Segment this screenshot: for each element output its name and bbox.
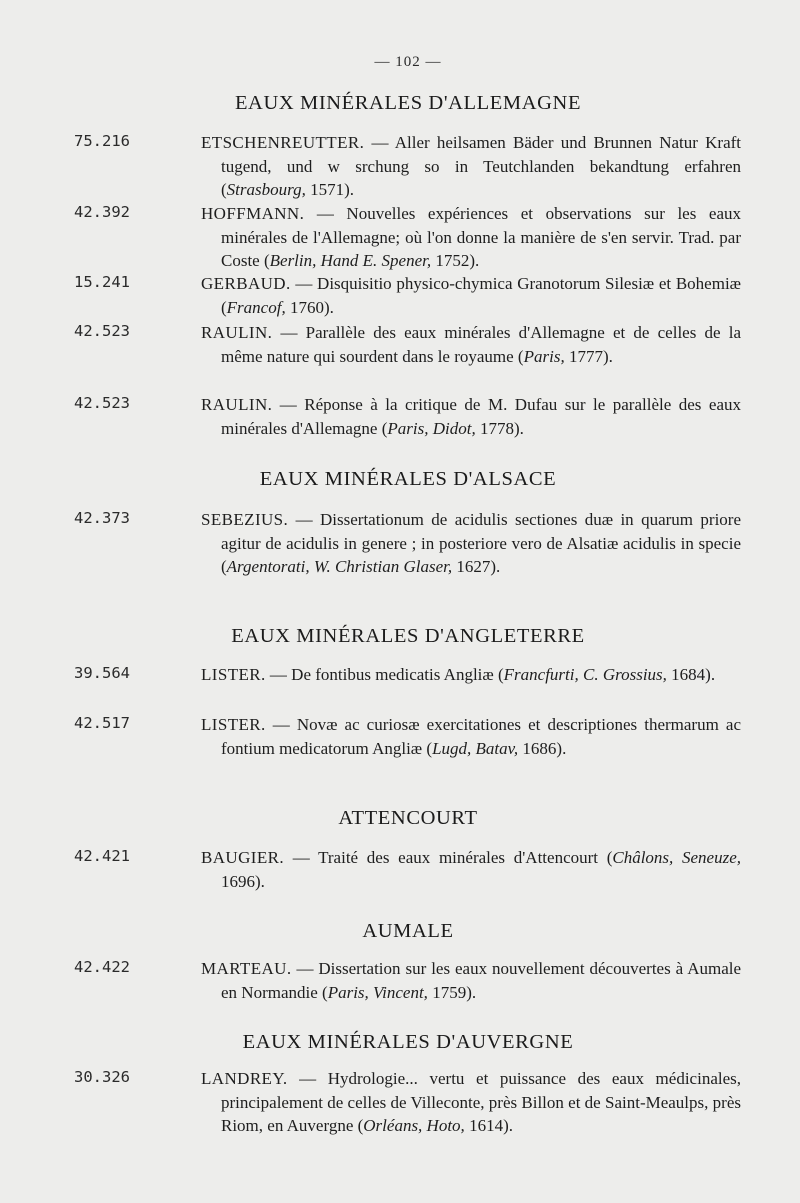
entry-title: — Nouvelles expériences et observations sur les eaux minérales de l'Allemagne; où l'on donne la manière de s'en servir. Trad. par Coste ( [221,204,741,270]
entry-text [181,131,741,202]
entry-text [181,1067,741,1138]
entry-place: Paris, Didot, [387,418,476,438]
catalog-number: 42.523 [74,322,130,340]
entry-author: GERBAUD. [201,274,291,293]
entry-place: Châlons, Seneuze, [612,848,742,867]
entry-text [181,508,741,579]
catalog-number: 42.373 [74,509,130,527]
entry-date: 1759). [427,982,477,1002]
entry-title: — Novæ ac curiosæ exercitationes et descriptiones thermarum ac fontium medicatorum Angliæ ( [221,715,741,758]
entry-date: 1696). [221,871,265,891]
entry-author: LISTER. [201,665,266,684]
entry-date: 1614). [464,1116,513,1135]
entry-author: ETSCHENREUTTER. [201,133,365,152]
entry-date: 1571). [305,180,355,199]
page-number: — 102 — [374,54,442,70]
entry-text [181,663,741,687]
entry-title: — Dissertationum de acidulis sectiones duæ in quarum priore agitur de acidulis in genere ; in posteriore vero de Alsatiæ acidulis in specie ( [221,510,741,576]
entry-place: Lugd, Batav, [432,738,519,758]
entry-text [181,846,741,893]
entry-title: — Disquisitio physico-chymica Granotorum Silesiæ et Bohemiæ ( [221,274,742,317]
section-title-alsace: EAUX MINÉRALES D'ALSACE [259,468,557,490]
entry-author: LISTER. [201,715,266,734]
entry-place: Francof, [226,297,286,317]
entry-text [181,202,741,273]
entry-place: Berlin, Hand E. Spener, [269,251,432,270]
section-title-allemagne: EAUX MINÉRALES D'ALLEMAGNE [234,92,582,114]
section-title-auvergne: EAUX MINÉRALES D'AUVERGNE [242,1031,574,1053]
section-title-aumale: AUMALE [362,920,454,942]
entry-author: RAULIN. [201,323,273,342]
entry-date: 1777). [564,346,613,366]
entry-date: 1778). [475,418,524,438]
catalog-number: 15.241 [74,273,130,291]
entry-title: — Aller heilsamen Bäder und Brunnen Natur Kraft tugend, und w srchung so in Teutchlanden bekandtung erfahren ( [221,133,741,199]
entry-author: LANDREY. [201,1069,288,1088]
entry-author: RAULIN. [201,395,273,414]
entry-author: HOFFMANN. [201,204,305,223]
catalog-number: 30.326 [74,1068,130,1086]
entry-author: BAUGIER. [201,848,285,867]
entry-title: — Dissertation sur les eaux nouvellement découvertes à Aumale en Normandie ( [221,959,742,1002]
catalog-number: 42.392 [74,203,130,221]
entry-date: 1752). [431,251,480,270]
catalog-number: 75.216 [74,132,130,150]
entry-date: 1686). [518,738,567,758]
entry-date: 1760). [285,297,334,317]
entry-place: Argentorati, W. Christian Glaser, [226,557,453,576]
entry-place: Strasbourg, [226,180,306,199]
entry-place: Paris, Vincent, [327,982,428,1002]
entry-text [181,713,741,760]
entry-place: Paris, [523,346,565,366]
entry-date: 1684). [666,665,716,684]
entry-title: — Traité des eaux minérales d'Attencourt ( [292,848,613,867]
entry-text [181,272,741,319]
entry-text [181,321,741,368]
entry-title: — Réponse à la critique de M. Dufau sur le parallèle des eaux minérales d'Allemagne ( [221,395,741,438]
entry-place: Francfurti, C. Grossius, [503,665,667,684]
entry-author: MARTEAU. [201,959,292,978]
entry-text [181,957,741,1004]
catalog-number: 42.421 [74,847,130,865]
entry-title: — Hydrologie... vertu et puissance des eaux médicinales, principalement de celles de Villeconte, près Billon et de Saint-Meaulps, près Riom, en Auvergne ( [221,1069,741,1135]
entry-title: — De fontibus medicatis Angliæ ( [269,665,504,684]
entry-place: Orléans, Hoto, [363,1116,465,1135]
catalog-number: 42.517 [74,714,130,732]
section-title-angleterre: EAUX MINÉRALES D'ANGLETERRE [231,625,585,647]
catalog-number: 39.564 [74,664,130,682]
catalog-number: 42.523 [74,394,130,412]
section-title-attencourt: ATTENCOURT [338,807,478,829]
entry-author: SEBEZIUS. [201,510,289,529]
entry-date: 1627). [452,557,501,576]
entry-title: — Parallèle des eaux minérales d'Allemagne et de celles de la même nature qui sourdent dans le royaume ( [221,323,742,366]
catalog-number: 42.422 [74,958,130,976]
entry-text [181,393,741,440]
